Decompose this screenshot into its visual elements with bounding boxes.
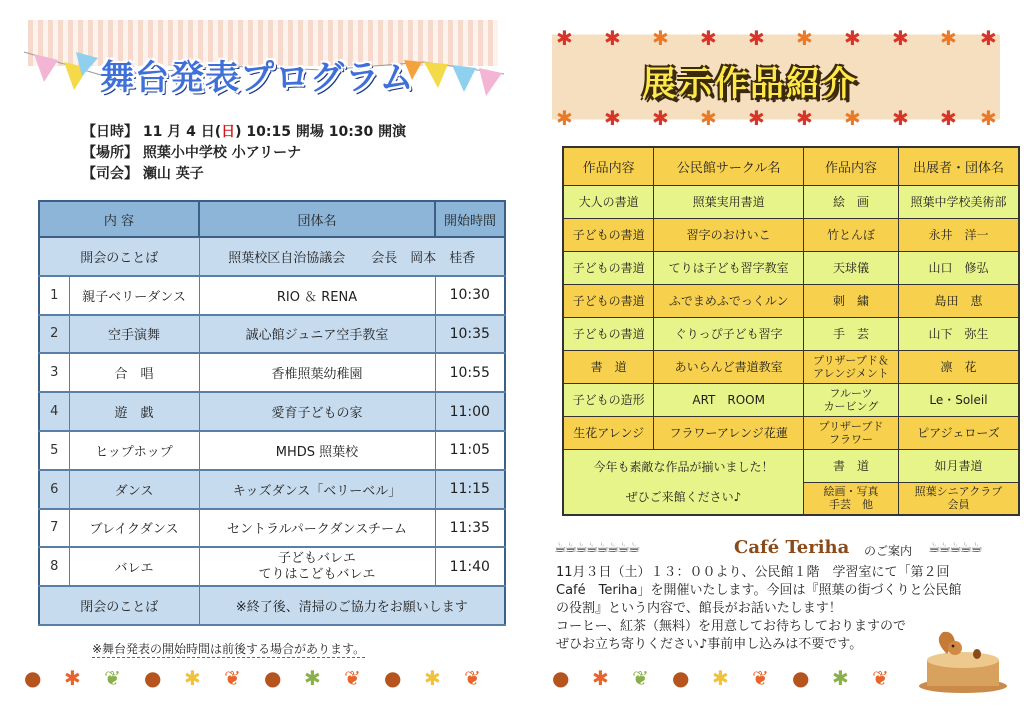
maple-leaf-icon: ✱	[892, 106, 909, 130]
maple-leaf-icon: ✱	[712, 666, 729, 690]
maple-leaf-icon: ✱	[652, 26, 669, 50]
sunday-mark: 日	[221, 124, 236, 140]
exhibit-title: 展示作品紹介	[642, 64, 858, 104]
maple-leaf-icon: ✱	[940, 26, 957, 50]
acorn-icon: ●	[144, 666, 162, 690]
table-row: 生花アレンジ フラワーアレンジ花蓮 プリザーブド フラワー ピアジェローズ	[563, 416, 1019, 449]
table-row: 7 ブレイクダンス セントラルパークダンスチーム 11:35	[39, 509, 505, 548]
leaf-border-right	[552, 668, 912, 698]
maple-leaf-icon: ✱	[832, 666, 849, 690]
table-row: 4 遊 戯 愛育子どもの家 11:00	[39, 392, 505, 431]
maple-leaf-icon: ✱	[604, 26, 621, 50]
acorn-icon: ●	[24, 666, 42, 690]
footnote: ※舞台発表の開始時間は前後する場合があります。	[92, 642, 366, 656]
maple-leaf-icon: ✱	[592, 666, 609, 690]
table-row: 5 ヒップホップ MHDS 照葉校 11:05	[39, 431, 505, 470]
maple-leaf-icon: ✱	[556, 26, 573, 50]
maple-leaf-icon: ✱	[556, 106, 573, 130]
maple-leaf-icon: ❦	[344, 666, 361, 690]
cafe-description: 11月３日（土）１３：００より、公民館１階 学習室にて「第２回 Café Teriha」を開催いたします。今回は『照葉の街づくりと公民館 の役割』という内容で、館長がお話いたします！ コーヒー、紅茶（無料）を用意してお待ちしておりますので ぜひお立ち寄りください♪事前申し込みは不要です。	[556, 565, 962, 652]
date-line: 【日時】 11 月 4 日(日) 10:15 開場 10:30 開演	[82, 124, 407, 140]
coffee-cup-icon: ☕☕☕☕☕☕☕☕	[554, 540, 639, 556]
exhibit-table	[562, 146, 1020, 516]
table-row: 1 親子ベリーダンス RIO ＆ RENA 10:30	[39, 276, 505, 315]
maple-leaf-icon: ✱	[700, 26, 717, 50]
maple-leaf-icon: ✱	[184, 666, 201, 690]
acorn-icon: ●	[552, 666, 570, 690]
squirrel-icon	[917, 630, 1009, 694]
table-row: 子どもの書道 てりは子ども習字教室 天球儀 山口 修弘	[563, 251, 1019, 284]
table-row: 今年も素敵な作品が揃いました！ ぜひご来館ください♪ 書 道 如月書道	[563, 449, 1019, 482]
mc-line: 【司会】 瀬山 英子	[82, 166, 204, 182]
maple-leaf-icon: ✱	[980, 26, 997, 50]
maple-leaf-icon: ✱	[844, 26, 861, 50]
stage-program-table	[38, 200, 506, 626]
maple-leaf-icon: ✱	[748, 26, 765, 50]
maple-leaf-icon: ❦	[752, 666, 769, 690]
table-row: 子どもの書道 ぐりっぴ子ども習字 手 芸 山下 弥生	[563, 317, 1019, 350]
table-row: 3 合 唱 香椎照葉幼稚園 10:55	[39, 353, 505, 392]
table-row: 閉会のことば ※終了後、清掃のご協力をお願いします	[39, 586, 505, 625]
exhibit-panel	[512, 0, 1024, 724]
maple-leaf-icon: ❦	[464, 666, 481, 690]
maple-leaf-icon: ✱	[424, 666, 441, 690]
event-info	[82, 122, 406, 185]
maple-leaf-icon: ❦	[224, 666, 241, 690]
maple-leaf-icon: ✱	[748, 106, 765, 130]
table-row: 子どもの書道 ふでまめふでっくルン 刺 繍 島田 恵	[563, 284, 1019, 317]
table-row: 開会のことば 照葉校区自治協議会 会長 岡本 桂香	[39, 237, 505, 276]
leaf-row-top	[556, 28, 996, 58]
acorn-icon: ●	[264, 666, 282, 690]
maple-leaf-icon: ✱	[64, 666, 81, 690]
maple-leaf-icon: ✱	[796, 106, 813, 130]
table-row: 書 道 あいらんど書道教室 プリザーブド＆ アレンジメント 凛 花	[563, 350, 1019, 383]
maple-leaf-icon: ❦	[104, 666, 121, 690]
header-group: 団体名	[199, 201, 435, 237]
header-content: 内 容	[39, 201, 199, 237]
table-header	[39, 201, 505, 237]
maple-leaf-icon: ❦	[632, 666, 649, 690]
place-line: 【場所】 照葉小中学校 小アリーナ	[82, 145, 302, 161]
table-row: 絵画・写真 手芸 他 照葉シニアクラブ 会員	[563, 482, 1019, 515]
table-row: 6 ダンス キッズダンス「ベリーベル」 11:15	[39, 470, 505, 509]
maple-leaf-icon: ✱	[604, 106, 621, 130]
coffee-cup-icon: ☕☕☕☕☕	[928, 540, 981, 556]
maple-leaf-icon: ✱	[652, 106, 669, 130]
table-row: 子どもの造形 ART ROOM フルーツ カービング Le・Soleil	[563, 383, 1019, 416]
welcome-message: 今年も素敵な作品が揃いました！ ぜひご来館ください♪	[563, 449, 803, 515]
cafe-suffix: のご案内	[864, 544, 913, 558]
header-start-time: 開始時間	[435, 201, 505, 237]
maple-leaf-icon: ✱	[304, 666, 321, 690]
table-row: 2 空手演舞 誠心館ジュニア空手教室 10:35	[39, 315, 505, 354]
acorn-icon: ●	[672, 666, 690, 690]
maple-leaf-icon: ✱	[700, 106, 717, 130]
leaf-border-left	[24, 668, 504, 698]
maple-leaf-icon: ❦	[872, 666, 889, 690]
table-row: 子どもの書道 習字のおけいこ 竹とんぼ 永井 洋一	[563, 218, 1019, 251]
maple-leaf-icon: ✱	[892, 26, 909, 50]
acorn-icon: ●	[792, 666, 810, 690]
leaf-row-bottom	[556, 108, 996, 138]
maple-leaf-icon: ✱	[980, 106, 997, 130]
cafe-name: Café Teriha	[734, 537, 850, 558]
table-header: 作品内容 公民館サークル名 作品内容 出展者・団体名	[563, 147, 1019, 185]
maple-leaf-icon: ✱	[796, 26, 813, 50]
acorn-icon: ●	[384, 666, 402, 690]
maple-leaf-icon: ✱	[844, 106, 861, 130]
cafe-heading	[554, 537, 1014, 561]
table-row: 8 バレエ 子どもバレエ てりはこどもバレエ 11:40	[39, 547, 505, 586]
table-row: 大人の書道 照葉実用書道 絵 画 照葉中学校美術部	[563, 185, 1019, 218]
stage-program-title: 舞台発表プログラム	[100, 58, 415, 98]
maple-leaf-icon: ✱	[940, 106, 957, 130]
